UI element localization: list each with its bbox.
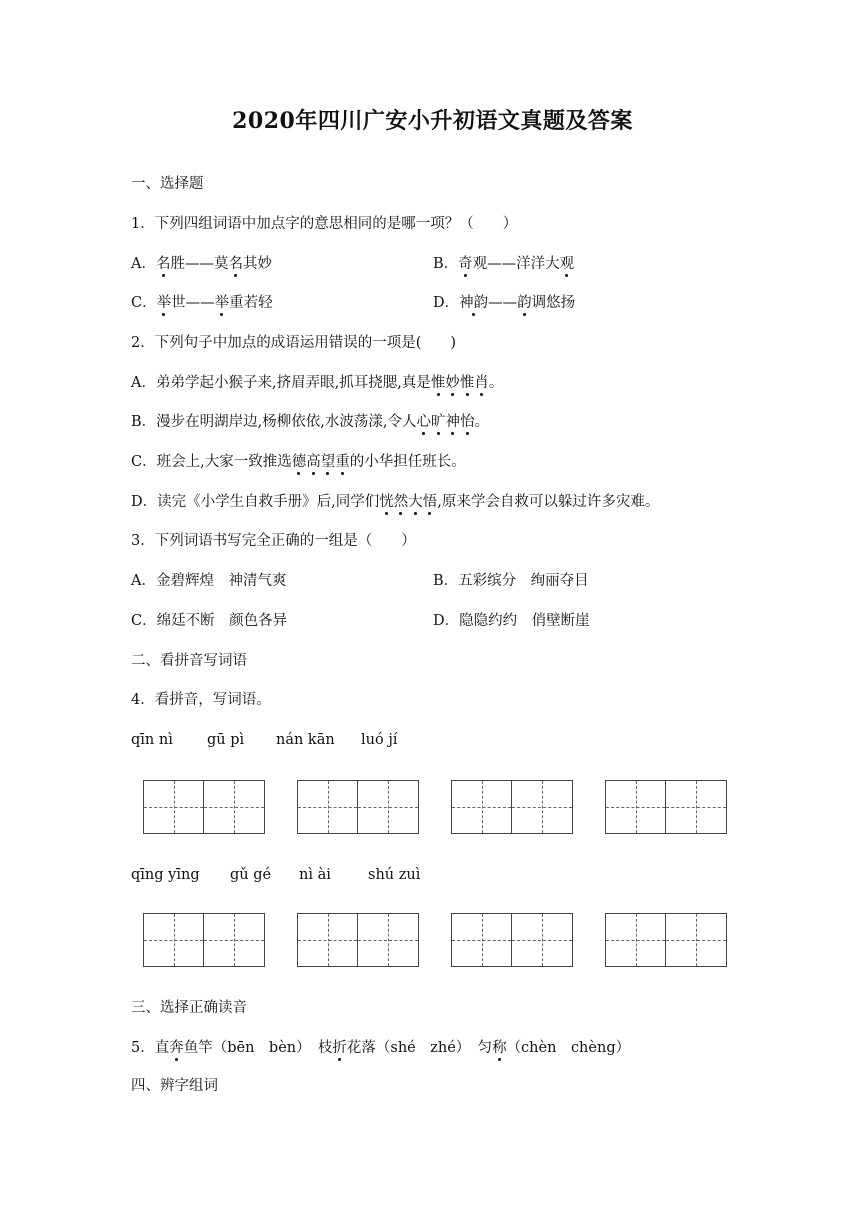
question-2-stem: 2．下列句子中加点的成语运用错误的一项是( ) <box>131 335 457 351</box>
dotted-char: 重 <box>335 454 350 470</box>
pinyin: shú zuì <box>368 867 421 883</box>
dotted-char: 神韵 <box>459 295 489 311</box>
dotted-char: 旷 <box>430 414 446 430</box>
dotted-char: 肖 <box>474 375 489 391</box>
page-title: 2020年四川广安小升初语文真题及答案 <box>232 108 633 134</box>
dotted-char: 名 <box>228 256 243 272</box>
q1-option-d: D．神韵——韵调悠扬 <box>433 295 576 311</box>
pinyin: nán kān <box>276 732 335 748</box>
q1-option-b: B．奇观——洋洋大观 <box>433 256 575 272</box>
dotted-char: 然 <box>393 494 409 510</box>
pinyin: qīng yīng <box>131 867 200 883</box>
writing-grid[interactable] <box>605 780 727 834</box>
dotted-idiom <box>292 454 350 470</box>
pinyin: qīn nì <box>131 732 173 748</box>
q2-option-d: D．读完《小学生自救手册》后,同学们恍然大悟,原来学会自救可以躲过许多灾难。 <box>131 494 660 510</box>
dotted-char: 名 <box>155 256 171 272</box>
question-1-stem: 1．下列四组词语中加点字的意思相同的是哪一项？（ ） <box>131 216 518 232</box>
dotted-char: 奇 <box>458 256 473 272</box>
dotted-char: 惟 <box>459 375 475 391</box>
section-heading-3: 三、选择正确读音 <box>131 1000 247 1016</box>
dotted-char: 德 <box>291 454 307 470</box>
dotted-char: 神 <box>445 414 460 430</box>
writing-grid[interactable] <box>297 780 419 834</box>
question-3-stem: 3．下列词语书写完全正确的一组是（ ） <box>131 533 416 549</box>
question-4-stem: 4．看拼音，写词语。 <box>131 692 271 708</box>
writing-grid[interactable] <box>605 913 727 967</box>
dotted-idiom <box>379 494 437 510</box>
dotted-char: 观 <box>559 256 575 272</box>
dotted-char: 悟 <box>422 494 438 510</box>
writing-grid[interactable] <box>297 913 419 967</box>
pinyin: luó jí <box>361 732 398 748</box>
q1-option-c: C．举世——举重若轻 <box>131 295 273 311</box>
q3-option-a: A．金碧辉煌 神清气爽 <box>131 573 287 589</box>
section-heading-4: 四、辨字组词 <box>131 1078 218 1094</box>
q3-option-d: D．隐隐约约 俏壁断崖 <box>433 613 590 629</box>
writing-grid[interactable] <box>451 780 573 834</box>
writing-grid[interactable] <box>143 913 265 967</box>
q3-option-c: C．绵廷不断 颜色各异 <box>131 613 288 629</box>
question-5: 5．直奔鱼竿（bēn bèn） 枝折花落（shé zhé） 匀称（chèn chèng） <box>131 1040 631 1056</box>
q1-option-a: A．名胜——莫名其妙 <box>131 256 272 272</box>
dotted-char: 大 <box>408 494 423 510</box>
q2-option-a: A．弟弟学起小猴子来,挤眉弄眼,抓耳挠腮,真是惟妙惟肖。 <box>131 375 504 391</box>
dotted-char: 惟 <box>430 375 446 391</box>
dotted-char: 折 <box>332 1040 347 1056</box>
dotted-char: 怡 <box>459 414 475 430</box>
section-heading-1: 一、选择题 <box>131 176 204 192</box>
pinyin: gū pì <box>207 732 245 748</box>
section-heading-2: 二、看拼音写词语 <box>131 653 247 669</box>
dotted-char: 妙 <box>445 375 460 391</box>
dotted-char: 心 <box>416 414 431 430</box>
q2-option-b: B．漫步在明湖岸边,杨柳依依,水波荡漾,令人心旷神怡。 <box>131 414 489 430</box>
q2-option-c: C．班会上,大家一致推选德高望重的小华担任班长。 <box>131 454 466 470</box>
dotted-char: 称 <box>492 1040 507 1056</box>
pinyin: nì ài <box>299 867 331 883</box>
dotted-idiom <box>416 414 474 430</box>
pinyin: gǔ gé <box>230 867 272 883</box>
dotted-idiom <box>431 375 489 391</box>
q3-option-b: B．五彩缤分 绚丽夺目 <box>433 573 589 589</box>
dotted-char: 恍 <box>379 494 394 510</box>
dotted-char: 望 <box>320 454 336 470</box>
dotted-char: 高 <box>306 454 321 470</box>
dotted-char: 奔 <box>169 1040 184 1056</box>
writing-grid[interactable] <box>143 780 265 834</box>
dotted-char: 举 <box>214 295 230 311</box>
dotted-char: 举 <box>156 295 172 311</box>
dotted-char: 韵 <box>517 295 532 311</box>
writing-grid[interactable] <box>451 913 573 967</box>
